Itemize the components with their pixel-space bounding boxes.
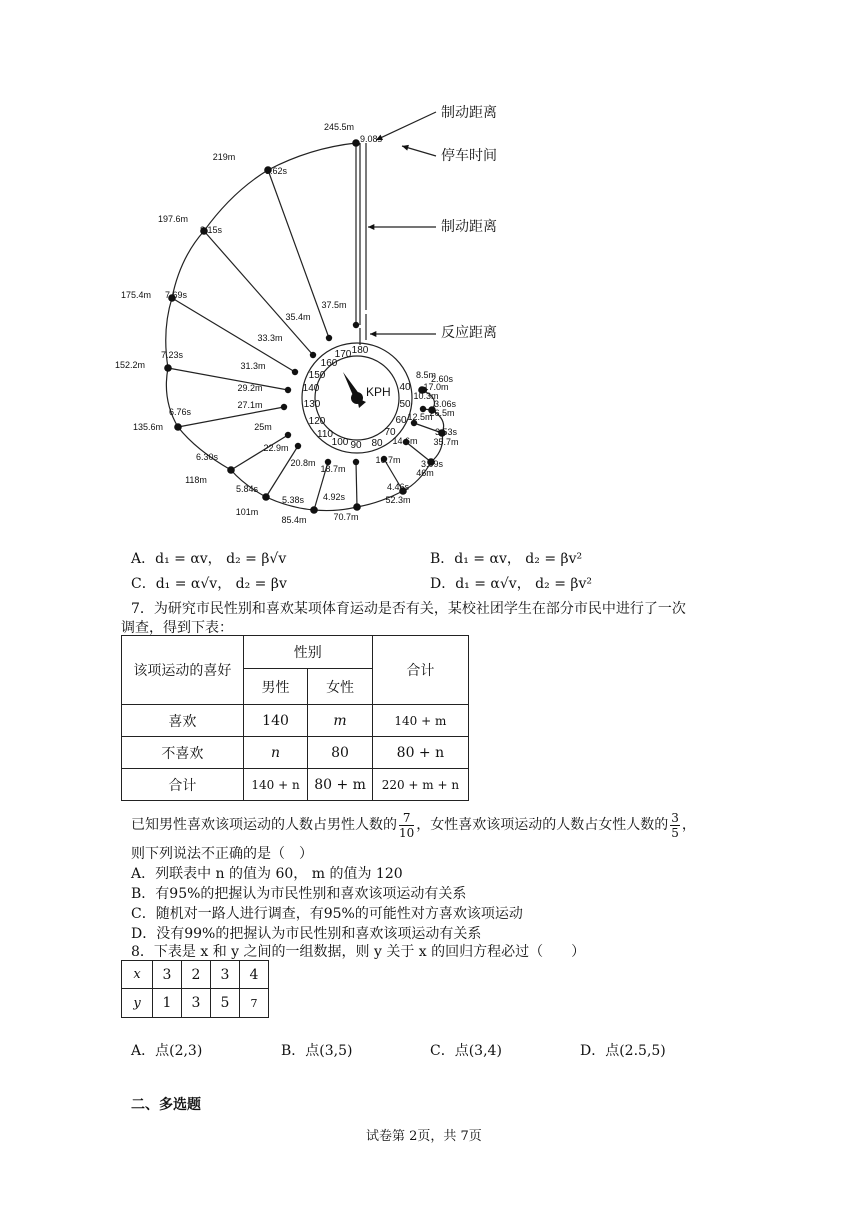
reaction-distance-label: 31.3m <box>240 361 266 371</box>
stop-time-label: 8.15s <box>199 225 223 235</box>
q7-cond-c: ， <box>681 817 696 833</box>
reaction-dot <box>295 443 301 449</box>
q8-option-d[interactable]: D．点(2.5,5) <box>580 1043 666 1059</box>
label-brake-distance: 制动距离 <box>441 219 497 235</box>
stop-distance-label: 35.7m <box>433 437 459 447</box>
q7-cond-a: 已知男性喜欢该项运动的人数占男性人数的 <box>131 817 397 833</box>
stop-distance-label: 101m <box>235 507 259 517</box>
header-gender: 性别 <box>243 636 372 669</box>
y-label: y <box>122 989 153 1018</box>
stop-time-label: 6.30s <box>195 452 219 462</box>
cell: n <box>243 737 308 769</box>
q6-option-a[interactable]: A．d₁ = αv， d₂ = β√v <box>131 551 287 567</box>
radial-line <box>266 446 298 497</box>
stop-time-label: 4.46s <box>386 482 410 492</box>
cell: 80 + n <box>372 737 468 769</box>
stop-distance-label: 118m <box>185 475 207 485</box>
q7-stem-line1: 7．为研究市民性别和喜欢某项体育运动是否有关，某校社团学生在部分市民中进行了一次 <box>131 601 686 617</box>
q8-data-table <box>121 960 269 1018</box>
stop-time-label: 7.23s <box>160 350 184 360</box>
reaction-dot <box>310 352 316 358</box>
q7-option-c[interactable]: C．随机对一路人进行调查，有95%的可能性对方喜欢该项运动 <box>131 906 523 922</box>
cell: 不喜欢 <box>122 737 244 769</box>
stop-time-label: 8.62s <box>264 166 288 176</box>
reaction-dot <box>285 432 291 438</box>
stop-distance-label: 175.4m <box>120 290 152 300</box>
reaction-dot <box>292 369 298 375</box>
cell: 2 <box>182 961 211 989</box>
stop-time-label: 9.08s <box>359 134 383 144</box>
cell: 80 <box>308 737 372 769</box>
speed-tick-label: 120 <box>308 416 326 427</box>
cell: 合计 <box>122 769 244 801</box>
reaction-distance-label: 22.9m <box>263 443 289 453</box>
reaction-distance-label: 33.3m <box>257 333 283 343</box>
stop-time-label: 2.60s <box>430 374 454 384</box>
stop-distance-label: 52.3m <box>385 495 411 505</box>
q7-cond-b: ，女性喜欢该项运动的人数占女性人数的 <box>416 817 669 833</box>
stop-distance-label: 85.4m <box>281 515 307 525</box>
q8-option-c[interactable]: C．点(3,4) <box>430 1043 502 1059</box>
reaction-distance-label: 35.4m <box>285 312 311 322</box>
table-row <box>122 961 269 989</box>
stop-distance-label: 17.0m <box>423 382 449 392</box>
cell: 80 + m <box>308 769 372 801</box>
stop-dot <box>164 364 172 372</box>
table-row <box>122 737 469 769</box>
stop-dot <box>353 503 361 511</box>
cell: 4 <box>240 961 269 989</box>
table-row <box>122 769 469 801</box>
cell: 3 <box>182 989 211 1018</box>
reaction-distance-label: 37.5m <box>321 300 347 310</box>
cell: 1 <box>153 989 182 1018</box>
cell: 140 <box>243 705 308 737</box>
x-label: x <box>122 961 153 989</box>
speed-tick-label: 180 <box>351 345 369 356</box>
reaction-distance-label: 18.7m <box>320 464 346 474</box>
reaction-distance-label: 14.6m <box>392 436 418 446</box>
label-stop-time: 停车时间 <box>441 148 497 164</box>
stop-distance-label: 46m <box>416 468 434 478</box>
reaction-distance-label: 20.8m <box>290 458 316 468</box>
stop-time-label: 3.06s <box>433 399 457 409</box>
cell: 喜欢 <box>122 705 244 737</box>
reaction-distance-label: 27.1m <box>237 400 263 410</box>
arrow-icon <box>370 331 376 337</box>
stop-time-label: 3.99s <box>420 459 444 469</box>
section-title: 二、多选题 <box>131 1097 201 1113</box>
cell: 7 <box>240 989 269 1018</box>
speed-tick-label: 160 <box>320 358 338 369</box>
speed-tick-label: 70 <box>384 427 396 438</box>
q8-option-b[interactable]: B．点(3,5) <box>281 1043 353 1059</box>
radial-line <box>356 462 357 507</box>
stop-time-label: 3.53s <box>434 427 458 437</box>
speed-tick-label: 60 <box>395 415 407 426</box>
stop-distance-label: 26.5m <box>429 408 455 418</box>
cell: m <box>308 705 372 737</box>
fraction-three-fifths: $\frac{3}{5}$ <box>671 810 679 840</box>
stop-dot <box>227 466 235 474</box>
stop-distance-label: 245.5m <box>323 122 355 132</box>
cell: 3 <box>153 961 182 989</box>
stop-time-label: 6.76s <box>168 407 192 417</box>
reaction-dot <box>285 387 291 393</box>
speed-tick-label: 90 <box>350 440 362 451</box>
speed-tick-label: 80 <box>371 438 383 449</box>
q7-condition <box>131 805 696 845</box>
stop-dot <box>174 423 182 431</box>
q6-option-d[interactable]: D．d₁ = α√v， d₂ = βv² <box>430 576 592 592</box>
speed-tick-label: 110 <box>317 429 333 440</box>
page-footer: 试卷第 2页，共 7页 <box>366 1129 482 1144</box>
reaction-dot <box>326 335 332 341</box>
speed-tick-label: 150 <box>308 370 326 381</box>
table-row <box>122 989 269 1018</box>
cell: 220 + m + n <box>372 769 468 801</box>
q6-option-c[interactable]: C．d₁ = α√v， d₂ = βv <box>131 576 287 592</box>
header-female: 女性 <box>308 669 372 705</box>
q7-contingency-table <box>121 635 469 801</box>
reaction-distance-label: 10.3m <box>413 391 439 401</box>
arrow-icon <box>368 224 374 230</box>
stop-dot <box>352 139 360 147</box>
q7-stem-line2: 调查，得到下表： <box>121 620 233 636</box>
cell: 5 <box>211 989 240 1018</box>
stop-distance-label: 197.6m <box>157 214 189 224</box>
speed-tick-label: 130 <box>303 399 321 410</box>
label-brake-distance-top: 制动距离 <box>441 105 497 121</box>
stop-time-label: 5.84s <box>235 484 259 494</box>
stop-time-label: 4.92s <box>322 492 346 502</box>
stop-time-label: 5.38s <box>281 495 305 505</box>
label-kph: KPH <box>366 385 391 399</box>
speed-tick-label: 170 <box>334 349 352 360</box>
speed-tick-label: 40 <box>399 382 411 393</box>
header-preference: 该项运动的喜好 <box>122 636 244 705</box>
reaction-dot <box>353 322 359 328</box>
reaction-dot <box>281 404 287 410</box>
speed-tick-label: 140 <box>302 383 320 394</box>
reaction-distance-label: 29.2m <box>237 383 263 393</box>
stop-distance-label: 70.7m <box>333 512 359 522</box>
stop-distance-label: 219m <box>212 152 236 162</box>
speed-tick-label: 100 <box>331 437 349 448</box>
fraction-seven-tenths: $\frac{7}{10}$ <box>399 810 415 840</box>
reaction-distance-label: 12.5m <box>407 412 433 422</box>
cell: 140 + n <box>243 769 308 801</box>
cell: 3 <box>211 961 240 989</box>
reaction-distance-label: 25m <box>254 422 272 432</box>
stop-time-label: 7.69s <box>164 290 188 300</box>
reaction-distance-label: 8.5m <box>415 370 437 380</box>
reaction-dot <box>353 459 359 465</box>
stop-dot <box>310 506 318 514</box>
cell: 140 + m <box>372 705 468 737</box>
q7-option-d[interactable]: D．没有99%的把握认为市民性别和喜欢该项运动有关系 <box>131 926 482 942</box>
speed-tick-label: 50 <box>399 399 411 410</box>
stop-distance-label: 152.2m <box>114 360 146 370</box>
q8-stem: 8．下表是 x 和 y 之间的一组数据，则 y 关于 x 的回归方程必过（ ） <box>131 944 586 960</box>
q7-option-a[interactable]: A．列联表中 n 的值为 60， m 的值为 120 <box>131 866 403 882</box>
header-male: 男性 <box>243 669 308 705</box>
radial-line <box>168 368 288 390</box>
braking-distance-figure <box>0 0 860 540</box>
stop-distance-label: 135.6m <box>132 422 164 432</box>
q7-question: 则下列说法不正确的是（ ） <box>131 846 313 862</box>
table-row <box>122 705 469 737</box>
q8-option-a[interactable]: A．点(2,3) <box>131 1043 203 1059</box>
q7-option-b[interactable]: B．有95%的把握认为市民性别和喜欢该项运动有关系 <box>131 886 467 902</box>
reaction-distance-label: 16.7m <box>375 455 401 465</box>
stop-dot <box>262 493 270 501</box>
header-total: 合计 <box>372 636 468 705</box>
q6-option-b[interactable]: B．d₁ = αv， d₂ = βv² <box>430 551 583 567</box>
label-reaction-distance: 反应距离 <box>441 325 497 341</box>
